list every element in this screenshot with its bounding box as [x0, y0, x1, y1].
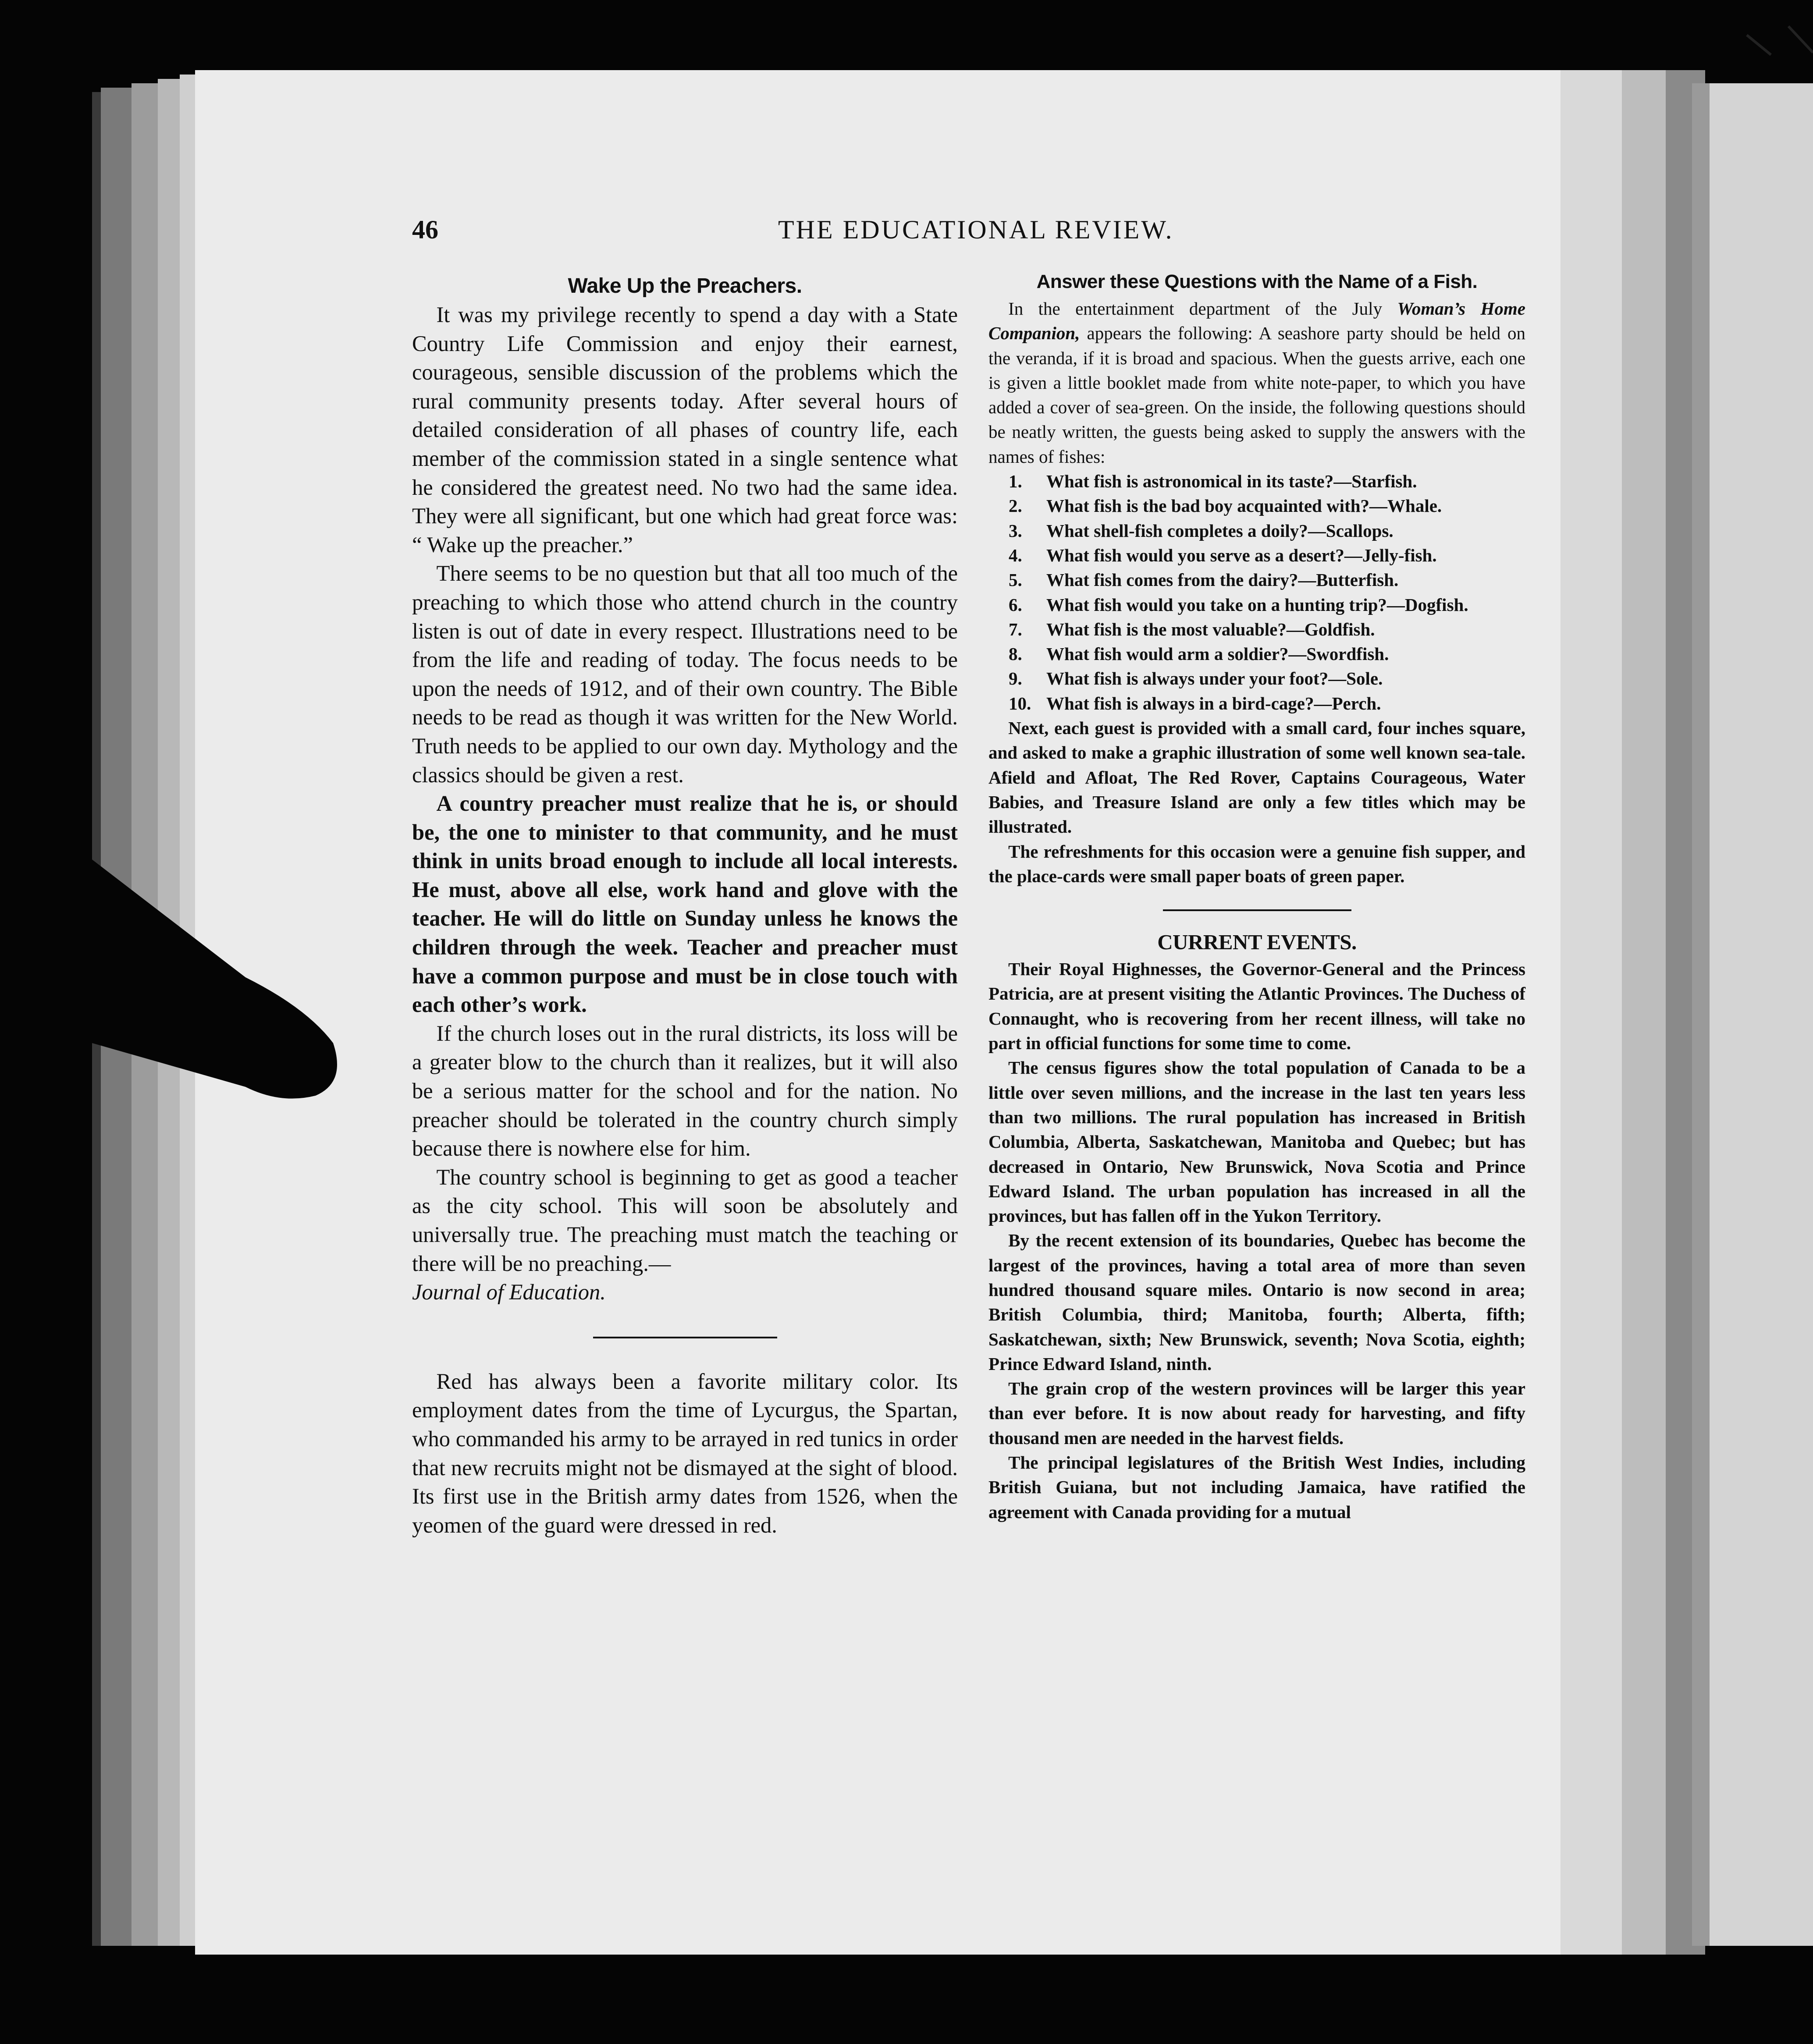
- item-number: 9.: [1009, 668, 1022, 689]
- item-text: What fish would you serve as a desert?—Jelly-fish.: [1046, 545, 1437, 565]
- article-title-fish: Answer these Questions with the Name of a Fish.: [1036, 271, 1478, 292]
- fish-intro: [988, 296, 1525, 469]
- magazine-name: Woman’s Home Companion,: [988, 298, 1525, 344]
- paragraph: Next, each guest is provided with a small card, four inches square, and asked to make a graphic illustration of some well known sea-tale. Afield and Afloat, The Red Rover, Captains Courageous, Water Babies, and Treasure Island are only a few titles which may be illustrated.: [988, 718, 1525, 837]
- running-header: THE EDUCATIONAL REVIEW.: [778, 215, 1174, 244]
- item-text: What fish comes from the dairy?—Butterfish.: [1046, 570, 1399, 590]
- paragraph: The principal legislatures of the British West Indies, including British Guiana, but not including Jamaica, have ratified the agreement with Canada providing for a mutual: [988, 1452, 1525, 1522]
- list-item: [988, 493, 1525, 518]
- list-item: [988, 568, 1525, 592]
- list-item: [988, 617, 1525, 642]
- list-item: [988, 469, 1525, 493]
- right-column: [988, 267, 1525, 1524]
- item-text: What fish is astronomical in its taste?—Starfish.: [1046, 471, 1417, 492]
- paragraph: A country preacher must realize that he is, or should be, the one to minister to that community, and he must think in units broad enough to include all local interests. He must, above all else, work hand and glove with the teacher. He will do little on Sunday unless he knows the children through the week. Teacher and preacher must have a common purpose and must be in close touch with each other’s work.: [412, 791, 958, 1017]
- paragraph: There seems to be no question but that all too much of the preaching to which those who attend church in the country listen is out of date in every respect. Illustrations need to be from the life and reading of today. The focus needs to be upon the needs of 1912, and of their own country. The Bible needs to be read as though it was written for the New World. Truth needs to be applied to our own day. Mythology and the classics should be given a rest.: [412, 561, 958, 787]
- item-number: 4.: [1009, 545, 1022, 565]
- item-number: 5.: [1009, 570, 1022, 590]
- left-column: [412, 272, 958, 1540]
- section-divider: [1163, 909, 1351, 911]
- item-number: 10.: [1009, 693, 1031, 713]
- list-item: [988, 518, 1525, 543]
- intro-text: In the entertainment department of the July: [1008, 298, 1397, 319]
- item-text: What fish would you take on a hunting trip?—Dogfish.: [1046, 594, 1468, 615]
- item-number: 3.: [1009, 520, 1022, 541]
- paragraph: Red has always been a favorite military color. Its employment dates from the time of Lycurgus, the Spartan, who commanded his army to be arrayed in red tunics in order that new recruits might not be dismayed at the sight of blood. Its first use in the British army dates from 1526, when the yeomen of the guard were dressed in red.: [412, 1369, 958, 1537]
- item-text: What fish is always under your foot?—Sole.: [1046, 668, 1383, 689]
- paragraph: Their Royal Highnesses, the Governor-General and the Princess Patricia, are at present visiting the Atlantic Provinces. The Duchess of Connaught, who is recovering from her recent illness, will take no part in official functions for some time to come.: [988, 959, 1525, 1054]
- item-text: What shell-fish completes a doily?—Scallops.: [1046, 520, 1394, 541]
- item-text: What fish is the most valuable?—Goldfish.: [1046, 619, 1375, 639]
- item-text: What fish would arm a soldier?—Swordfish.: [1046, 644, 1389, 664]
- paragraph: By the recent extension of its boundaries, Quebec has become the largest of the provinces, having a total area of more than seven hundred thousand square miles. Ontario is now second in area; British Columbia, third; Manitoba, fourth; Alberta, fifth; Saskatchewan, sixth; New Brunswick, seventh; Nova Scotia, eighth; Prince Edward Island, ninth.: [988, 1230, 1525, 1374]
- item-text: What fish is the bad boy acquainted with?—Whale.: [1046, 496, 1442, 516]
- item-number: 6.: [1009, 594, 1022, 615]
- item-number: 8.: [1009, 644, 1022, 664]
- item-number: 7.: [1009, 619, 1022, 639]
- source-citation: Journal of Education.: [412, 1280, 606, 1305]
- article-title-current-events: CURRENT EVENTS.: [1157, 930, 1357, 955]
- paragraph: The country school is beginning to get as good a teacher as the city school. This will soon be absolutely and universally true. The preaching must match the teaching or there will be no preaching.—: [412, 1164, 958, 1276]
- item-number: 1.: [1009, 471, 1022, 492]
- paragraph: It was my privilege recently to spend a day with a State Country Life Commission and enjoy their earnest, courageous, sensible discussion of the problems which the rural community presents today. After several hours of detailed consideration of all phases of country life, each member of the commission stated in a single sentence what he considered the greatest need. No two had the same idea. They were all significant, but one which had great force was: “ Wake up the preacher.”: [412, 302, 958, 557]
- intro-text: appears the following: A seashore party should be held on the veranda, if it is broad and spacious. When the guests arrive, each one is given a little booklet made from white note-paper, to which you have added a cover of sea-green. On the inside, the following questions should be neatly written, the guests being asked to supply the answers with the names of fishes:: [988, 323, 1525, 467]
- page-number: 46: [412, 215, 438, 244]
- list-item: [988, 642, 1525, 666]
- paragraph: If the church loses out in the rural districts, its loss will be a greater blow to the church than it realizes, but it will also be a serious matter for the school and for the nation. No preacher should be tolerated in the country church simply because there is nowhere else for him.: [412, 1021, 958, 1161]
- fish-question-list: [988, 469, 1525, 716]
- item-text: What fish is always in a bird-cage?—Perch.: [1046, 693, 1381, 713]
- list-item: [988, 593, 1525, 617]
- paragraph: The grain crop of the western provinces will be larger this year than ever before. It is now about ready for harvesting, and fifty thousand men are needed in the harvest fields.: [988, 1378, 1525, 1448]
- list-item: [988, 543, 1525, 568]
- article-title-wake-up: Wake Up the Preachers.: [568, 274, 802, 298]
- item-number: 2.: [1009, 496, 1022, 516]
- paragraph: The census figures show the total population of Canada to be a little over seven millions, and the increase in the last ten years less than two millions. The rural population has increased in British Columbia, Alberta, Saskatchewan, Manitoba and Quebec; but has decreased in Ontario, New Brunswick, Nova Scotia and Prince Edward Island. The urban population has increased in all the provinces, but has fallen off in the Yukon Territory.: [988, 1057, 1525, 1226]
- list-item: [988, 666, 1525, 691]
- paragraph: The refreshments for this occasion were a genuine fish supper, and the place-cards were small paper boats of green paper.: [988, 841, 1525, 886]
- section-divider: [593, 1337, 777, 1338]
- list-item: [988, 691, 1525, 716]
